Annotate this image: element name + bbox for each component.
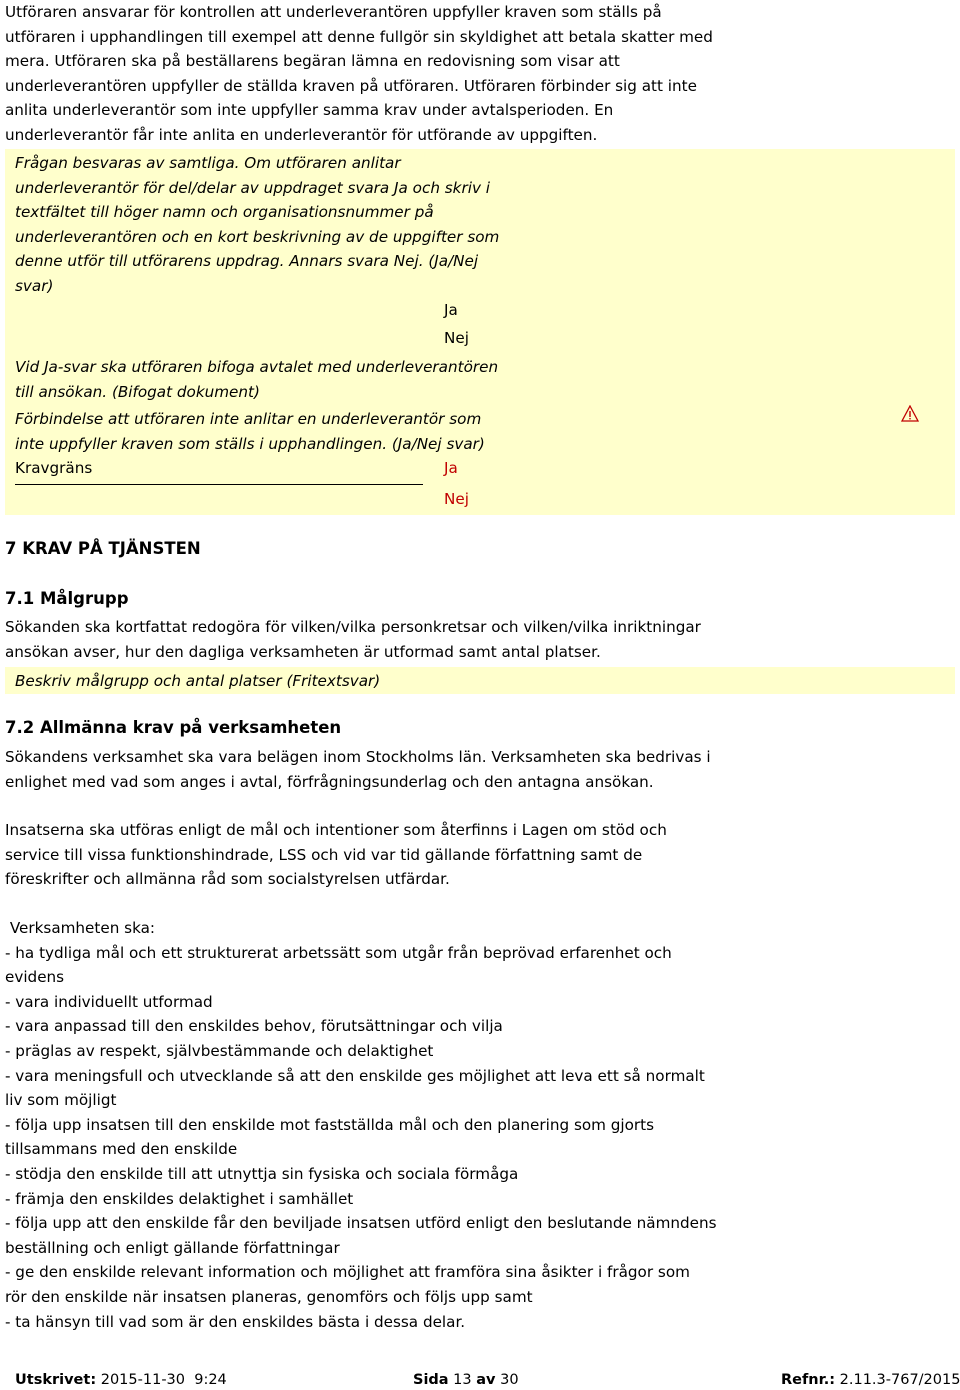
answer-no-rejected: Nej (444, 490, 469, 508)
kravgrans-label: Kravgräns (15, 459, 93, 477)
answer-yes-required: Ja (444, 459, 458, 477)
footer-printed (15, 1372, 227, 1388)
list-item: - följa upp insatsen till den enskilde mot fastställda mål och den planering som gjorts (5, 1115, 655, 1134)
question-subcontractor (15, 151, 560, 299)
footer-page (413, 1372, 519, 1388)
footer-page-of: av (476, 1372, 496, 1388)
question-line: inte uppfyller kraven som ställs i upphandlingen. (Ja/Nej svar) (15, 434, 485, 453)
list-item: tillsammans med den enskilde (5, 1140, 238, 1159)
text-line: Sökanden ska kortfattat redogöra för vilken/vilka personkretsar och vilken/vilka inriktningar (5, 618, 701, 636)
question-line: textfältet till höger namn och organisationsnummer på (15, 203, 434, 222)
list-item: - vara individuellt utformad (5, 992, 213, 1011)
list-item: - främja den enskildes delaktighet i samhället (5, 1189, 354, 1208)
question-line: Frågan besvaras av samtliga. Om utföraren anlitar (15, 154, 401, 172)
list-item: - stödja den enskilde till att utnyttja sin fysiska och sociala förmåga (5, 1164, 519, 1183)
section-heading-7-1: 7.1 Målgrupp (5, 589, 129, 608)
answer-yes: Ja (444, 301, 458, 319)
list-item: beställning och enligt gällande författningar (5, 1238, 340, 1257)
text-line: service till vissa funktionshindrade, LSS och vid var tid gällande författning samt de (5, 845, 643, 864)
question-line: underleverantör för del/delar av uppdraget svara Ja och skriv i (15, 178, 490, 197)
question-line: till ansökan. (Bifogat dokument) (15, 382, 260, 401)
list-item: rör den enskilde när insatsen planeras, genomförs och följs upp samt (5, 1287, 533, 1306)
list-item: - ge den enskilde relevant information och möjlighet att framföra sina åsikter i frågor som (5, 1263, 690, 1282)
section-heading-7: 7 KRAV PÅ TJÄNSTEN (5, 539, 201, 558)
kravgrans-underline (15, 484, 423, 485)
question-line: denne utför till utförarens uppdrag. Annars svara Nej. (Ja/Nej (15, 252, 479, 271)
question-commitment (15, 407, 560, 456)
paragraph-location (5, 745, 955, 794)
intro-paragraph (5, 0, 955, 148)
footer-page-total: 30 (495, 1372, 519, 1388)
text-line: anlita underleverantör som inte uppfyller samma krav under avtalsperioden. En (5, 101, 614, 120)
question-target-group: Beskriv målgrupp och antal platser (Fritextsvar) (15, 672, 381, 690)
list-item: - präglas av respekt, självbestämmande och delaktighet (5, 1041, 434, 1060)
question-line: Förbindelse att utföraren inte anlitar en underleverantör som (15, 410, 482, 428)
text-line: underleverantören uppfyller de ställda kraven på utföraren. Utföraren förbinder sig att inte (5, 76, 697, 95)
text-line: Insatserna ska utföras enligt de mål och intentioner som återfinns i Lagen om stöd och (5, 821, 667, 839)
list-verksamheten (5, 916, 955, 1334)
text-line: underleverantör får inte anlita en underleverantör för utförande av uppgiften. (5, 125, 598, 144)
list-item: - följa upp att den enskilde får den beviljade insatsen utförd enligt den beslutande nämndens (5, 1214, 717, 1233)
list-item: - vara anpassad till den enskildes behov, förutsättningar och vilja (5, 1017, 503, 1036)
warning-icon (901, 405, 919, 423)
question-line: Vid Ja-svar ska utföraren bifoga avtalet med underleverantören (15, 358, 499, 376)
question-line: underleverantören och en kort beskrivning av de uppgifter som (15, 227, 500, 246)
text-line: utföraren i upphandlingen till exempel att denne fullgör sin skyldighet att betala skatter med (5, 27, 713, 46)
answer-no: Nej (444, 329, 469, 347)
question-lead: Frågan besvaras av samtliga. (15, 154, 240, 172)
footer-printed-value: 2015-11-30 9:24 (96, 1372, 227, 1388)
list-item: evidens (5, 968, 65, 987)
list-intro: Verksamheten ska: (5, 919, 156, 937)
list-item: - ha tydliga mål och ett strukturerat arbetssätt som utgår från beprövad erfarenhet och (5, 943, 672, 962)
list-item: - ta hänsyn till vad som är den enskildes bästa i dessa delar. (5, 1312, 466, 1331)
footer-page-label: Sida (413, 1372, 449, 1388)
paragraph-malgrupp (5, 615, 955, 664)
list-item: - vara meningsfull och utvecklande så att den enskilde ges möjlighet att leva ett så normalt (5, 1066, 705, 1085)
paragraph-lss (5, 818, 955, 892)
text-line: Utföraren ansvarar för kontrollen att underleverantören uppfyller kraven som ställs på (5, 3, 662, 21)
footer-ref-value: 2.11.3-767/2015 (835, 1372, 960, 1388)
footer-printed-label: Utskrivet: (15, 1372, 97, 1388)
footer-ref (781, 1372, 960, 1388)
text-line: enlighet med vad som anges i avtal, förfrågningsunderlag och den antagna ansökan. (5, 772, 654, 791)
text-line: ansökan avser, hur den dagliga verksamheten är utformad samt antal platser. (5, 642, 601, 661)
section-heading-7-2: 7.2 Allmänna krav på verksamheten (5, 718, 342, 737)
footer-page-number: 13 (448, 1372, 477, 1388)
list-item: liv som möjligt (5, 1091, 117, 1110)
text-line: Sökandens verksamhet ska vara belägen inom Stockholms län. Verksamheten ska bedrivas i (5, 748, 711, 766)
text-line: föreskrifter och allmänna råd som socialstyrelsen utfärdar. (5, 870, 450, 889)
footer-ref-label: Refnr.: (781, 1372, 836, 1388)
text-line: mera. Utföraren ska på beställarens begäran lämna en redovisning som visar att (5, 52, 620, 71)
question-line: svar) (15, 276, 54, 295)
question-attach-agreement (15, 355, 560, 404)
